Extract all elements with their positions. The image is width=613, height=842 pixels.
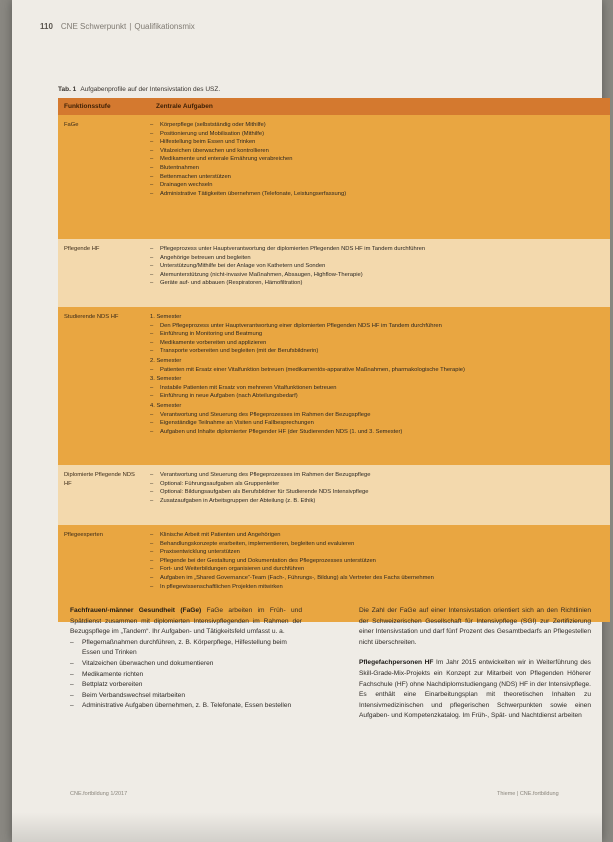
hf-heading: Pflegefachpersonen HF [359, 659, 434, 667]
role-cell: Studierende NDS HF [64, 314, 119, 320]
list-item: – Vitalzeichen überwachen und dokumentieren [70, 659, 302, 670]
task-item: – Zusatzaufgaben in Arbeitsgruppen der Abteilung (z. B. Ethik) [150, 497, 602, 506]
task-item: – Eigenständige Teilnahme an Visiten und Fallbesprechungen [150, 419, 602, 428]
tasks-cell [142, 307, 610, 465]
right-column-text [359, 606, 591, 722]
task-item: – Aufgaben im „Shared Governance“-Team (Fach-, Führungs-, Bildung) als Vertreter des Fachs übernehmen [150, 574, 602, 583]
task-item: – Medikamente und enterale Ernährung verabreichen [150, 155, 602, 164]
task-item: – In pflegewissenschaftlichen Projekten mitwirken [150, 583, 602, 592]
list-item: – Administrative Aufgaben übernehmen, z. B. Telefonate, Essen bestellen [70, 701, 302, 712]
page-shadow [12, 812, 602, 842]
task-list [150, 531, 602, 591]
task-item: – Administrative Tätigkeiten übernehmen (Telefonate, Leistungserfassung) [150, 190, 602, 199]
task-list [150, 366, 602, 375]
task-list [150, 471, 602, 505]
list-item: – Beim Verbandswechsel mitarbeiten [70, 691, 302, 702]
task-item: – Optional: Führungsaufgaben als Gruppenleiter [150, 480, 602, 489]
semester-title: 1. Semester [150, 314, 182, 320]
task-item: – Patienten mit Ersatz einer Vitalfunktion betreuen (medikamentös-apparative Maßnahmen, pharmakologische Therapie) [150, 366, 602, 375]
table-label: Tab. 1 [58, 86, 77, 93]
left-column-text [70, 606, 302, 712]
sgi-paragraph: Die Zahl der FaGe auf einer Intensivstation orientiert sich an den Richtlinien der Schweizerischen Gesellschaft für Intensivpflege (SGI) zur Zertifizierung einer Intensivstation und darf fünf Prozent des Gesamtbedarfs an Pflegestellen nicht überschreiten. [359, 607, 591, 646]
hf-text: Im Jahr 2015 entwickelten wir in Weiterführung des Skill-Grade-Mix-Projekts ein Konzept zur Mitarbeit von Pflegenden Höherer Fachschule (HF) ohne Nachdiplomstudiengang (NDS) HF in der Intensivpflege. Es enthält eine Einarbeitungsplan mit theoretischen Inhalten zu Intensivmedizinischen und pflegerischen Schwerpunkten sowie einen Aufgaben- und Kompetenzkatalog. Im Früh-, Spät- und Nachtdienst arbeiten [359, 659, 591, 720]
task-list [150, 411, 602, 437]
tasks-cell [142, 465, 610, 525]
topic-title: Qualifikationsmix [134, 22, 195, 31]
task-item: – Pflegeprozess unter Hauptverantwortung der diplomierten Pflegenden NDS HF im Tandem durchführen [150, 245, 602, 254]
task-item: – Drainagen wechseln [150, 181, 602, 190]
task-item: – Medikamente vorbereiten und applizieren [150, 339, 602, 348]
fage-task-list [70, 638, 302, 712]
task-item: – Klinische Arbeit mit Patienten und Angehörigen [150, 531, 602, 540]
list-item: – Bettplatz vorbereiten [70, 680, 302, 691]
task-item: – Verantwortung und Steuerung des Pflegeprozesses im Rahmen der Bezugspflege [150, 471, 602, 480]
task-item: – Vitalzeichen überwachen und kontrollieren [150, 147, 602, 156]
hf-paragraph [359, 658, 591, 722]
fage-heading: Fachfrauen/-männer Gesundheit (FaGe) [70, 607, 202, 614]
task-item: – Fort- und Weiterbildungen organisieren und durchführen [150, 565, 602, 574]
page [12, 0, 602, 842]
role-cell: Pflegeexperten [64, 532, 103, 538]
tasks-cell [142, 115, 610, 239]
section-title: CNE Schwerpunkt [60, 22, 127, 31]
task-item: – Geräte auf- und abbauen (Respiratoren, Hämofiltration) [150, 279, 602, 288]
semester-title: 3. Semester [150, 376, 182, 383]
task-item: – Praxisentwicklung unterstützen [150, 548, 602, 557]
task-list [150, 245, 602, 288]
semester-title: 4. Semester [150, 402, 182, 409]
task-item: – Optional: Bildungsaufgaben als Berufsbildner für Studierende NDS Intensivpflege [150, 488, 602, 497]
header-separator: | [129, 22, 132, 31]
table-row [58, 239, 610, 307]
table-header [58, 98, 610, 115]
table-row [58, 465, 610, 525]
tasks-cell [142, 239, 610, 307]
footer-left: CNE.fortbildung 1/2017 [70, 791, 128, 797]
task-profile-table [58, 98, 610, 622]
task-item: – Einführung in neue Aufgaben (nach Abteilungsbedarf) [150, 392, 602, 401]
task-item: – Den Pflegeprozess unter Hauptverantwortung einer diplomierten Pflegenden NDS HF im Tandem durchführen [150, 322, 602, 331]
footer-right: Thieme | CNE.fortbildung [497, 791, 559, 797]
task-item: – Behandlungskonzepte erarbeiten, implementieren, begleiten und evaluieren [150, 540, 602, 549]
list-item: – Medikamente richten [70, 670, 302, 681]
table-caption [58, 86, 220, 93]
task-item: – Unterstützung/Mithilfe bei der Anlage von Kathetern und Sonden [150, 262, 602, 271]
column-header-tasks: Zentrale Aufgaben [156, 103, 213, 110]
task-item: – Aufgaben und Inhalte diplomierter Pflegender HF (der Studierenden NDS (1. und 3. Semester) [150, 428, 602, 437]
task-item: – Transporte vorbereiten und begleiten (mit der Berufsbildnerin) [150, 347, 602, 356]
task-item: – Einführung in Monitoring und Beatmung [150, 330, 602, 339]
task-item: – Blutentnahmen [150, 164, 602, 173]
task-list [150, 121, 602, 198]
task-item: – Bettenmachen unterstützen [150, 173, 602, 182]
task-item: – Instabile Patienten mit Ersatz von mehreren Vitalfunktionen betreuen [150, 384, 602, 393]
fage-intro: FaGe arbeiten im Früh- und Spätdienst zusammen mit diplomierten Intensivpflegenden im Rahmen der Bezugspflege im „Tandem“. Ihr Aufgaben- und Tätigkeitsfeld umfasst u. a. [70, 607, 302, 636]
role-cell: Pflegende HF [64, 246, 100, 252]
task-item: – Hilfestellung beim Essen und Trinken [150, 138, 602, 147]
task-list [150, 384, 602, 401]
task-item: – Verantwortung und Steuerung des Pflegeprozesses im Rahmen der Bezugspflege [150, 411, 602, 420]
task-item: – Körperpflege (selbstständig oder Mithilfe) [150, 121, 602, 130]
task-item: – Pflegende bei der Gestaltung und Dokumentation des Pflegeprozesses unterstützen [150, 557, 602, 566]
task-list [150, 322, 602, 356]
table-row [58, 307, 610, 465]
task-item: – Atemunterstützung (nicht-invasive Maßnahmen, Absaugen, Highflow-Therapie) [150, 271, 602, 280]
page-header [40, 22, 195, 31]
role-cell: FaGe [64, 122, 79, 128]
semester-title: 2. Semester [150, 357, 182, 364]
task-item: – Positionierung und Mobilisation (Mithilfe) [150, 130, 602, 139]
fage-paragraph [70, 606, 302, 638]
table-row [58, 115, 610, 239]
list-item: – Pflegemaßnahmen durchführen, z. B. Körperpflege, Hilfestellung beim Essen und Trinken [70, 638, 302, 659]
page-number: 110 [40, 22, 53, 31]
task-item: – Angehörige betreuen und begleiten [150, 254, 602, 263]
table-caption-text: Aufgabenprofile auf der Intensivstation des USZ. [80, 86, 221, 93]
role-cell: Diplomierte Pflegende NDS HF [64, 472, 135, 487]
column-header-role: Funktionsstufe [64, 103, 111, 110]
